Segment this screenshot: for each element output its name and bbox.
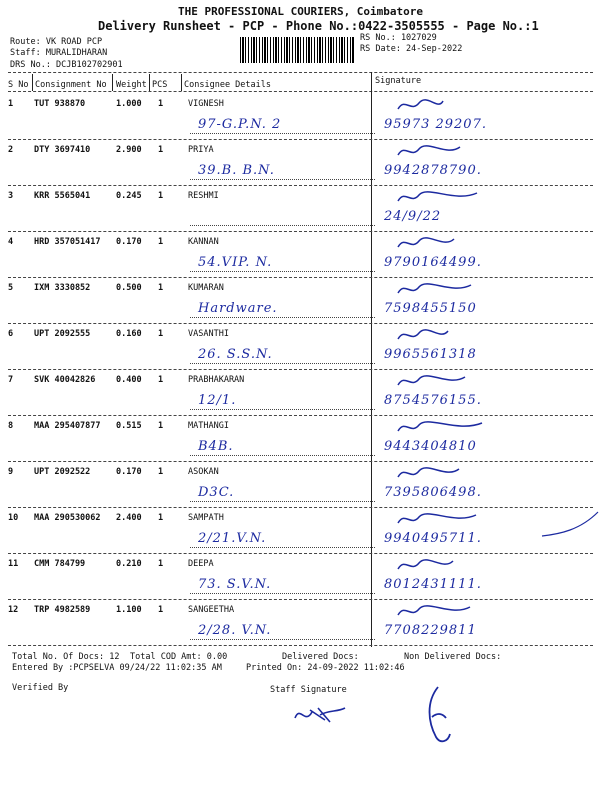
row-consignee-name: RESHMI (188, 191, 219, 201)
row-consignee-name: MATHANGI (188, 421, 229, 431)
row-phone-handwritten: 24/9/22 (384, 209, 442, 224)
row-consignment: KRR 5565041 (34, 191, 91, 201)
row-weight: 2.400 (116, 513, 142, 523)
runsheet-title: Delivery Runsheet - PCP - Phone No.:0422-3505555 - Page No.:1 (98, 19, 539, 33)
row-address-handwritten: 39.B. B.N. (198, 163, 275, 178)
verified-by: Verified By (12, 683, 69, 693)
row-weight: 2.900 (116, 145, 142, 155)
row-consignee-name: SAMPATH (188, 513, 224, 523)
row-phone-handwritten: 9942878790. (384, 163, 482, 178)
row-sno: 10 (8, 513, 19, 523)
row-weight: 0.170 (116, 467, 142, 477)
row-separator (8, 461, 593, 462)
row-pcs: 1 (158, 191, 164, 201)
signature-scribble (393, 509, 483, 529)
row-weight: 0.245 (116, 191, 142, 201)
row-sno: 7 (8, 375, 14, 385)
address-line (190, 271, 375, 272)
row-consignment: UPT 2092522 (34, 467, 91, 477)
row-consignment: MAA 295407877 (34, 421, 101, 431)
row-sno: 4 (8, 237, 14, 247)
signature-scribble (393, 95, 483, 115)
signature-scribble (393, 187, 483, 207)
row-consignment: CMM 784799 (34, 559, 86, 569)
row-pcs: 1 (158, 99, 164, 109)
signature-scribble (393, 555, 483, 575)
address-line (190, 593, 375, 594)
row-consignee-name: DEEPA (188, 559, 214, 569)
table-row (8, 371, 593, 415)
table-row (8, 187, 593, 231)
row-phone-handwritten: 95973 29207. (384, 117, 487, 132)
row-address-handwritten: 2/28. V.N. (198, 623, 272, 638)
signature-scribble (393, 325, 483, 345)
row-phone-handwritten: 9940495711. (384, 531, 482, 546)
row-consignment: TUT 938870 (34, 99, 86, 109)
row-phone-handwritten: 7395806498. (384, 485, 482, 500)
row-address-handwritten: 73. S.V.N. (198, 577, 272, 592)
row-consignee-name: KUMARAN (188, 283, 224, 293)
total-cod: Total COD Amt: 0.00 (130, 652, 228, 662)
staff-signature-mark (290, 700, 350, 730)
drs-number: DRS No.: DCJB102702901 (10, 60, 123, 70)
row-pcs: 1 (158, 513, 164, 523)
table-row (8, 141, 593, 185)
row-sno: 2 (8, 145, 14, 155)
row-weight: 0.500 (116, 283, 142, 293)
row-consignee-name: VASANTHI (188, 329, 229, 339)
row-phone-handwritten: 7598455150 (384, 301, 477, 316)
row-consignee-name: PRIYA (188, 145, 214, 155)
staff-signature-label: Staff Signature (270, 685, 347, 695)
entered-by: Entered By :PCPSELVA 09/24/22 11:02:35 AM (12, 663, 222, 673)
printed-on: Printed On: 24-09-2022 11:02:46 (246, 663, 405, 673)
table-row (8, 233, 593, 277)
address-line (190, 639, 375, 640)
row-consignment: DTY 3697410 (34, 145, 91, 155)
row-consignee-name: ASOKAN (188, 467, 219, 477)
row-separator (8, 507, 593, 508)
signature-scribble (393, 141, 483, 161)
row-pcs: 1 (158, 145, 164, 155)
address-line (190, 225, 375, 226)
table-row (8, 601, 593, 645)
row-pcs: 1 (158, 467, 164, 477)
row-separator (8, 553, 593, 554)
row-separator (8, 277, 593, 278)
row-separator (8, 599, 593, 600)
address-line (190, 133, 375, 134)
row-consignee-name: KANNAN (188, 237, 219, 247)
row-phone-handwritten: 9790164499. (384, 255, 482, 270)
staff: Staff: MURALIDHARAN (10, 48, 108, 58)
col-consignment: Consignment No (35, 80, 107, 90)
row-sno: 8 (8, 421, 14, 431)
table-row (8, 509, 593, 553)
row-address-handwritten: Hardware. (198, 301, 278, 316)
table-row (8, 463, 593, 507)
signature-scribble (393, 417, 483, 437)
row-separator (8, 369, 593, 370)
row-sno: 11 (8, 559, 19, 569)
row-address-handwritten: 12/1. (198, 393, 237, 408)
signature-scribble (393, 233, 483, 253)
row-sno: 1 (8, 99, 14, 109)
verifier-signature-mark (418, 682, 458, 752)
row-sno: 9 (8, 467, 14, 477)
row-address-handwritten: 2/21.V.N. (198, 531, 267, 546)
col-weight: Weight (116, 80, 147, 90)
row-pcs: 1 (158, 329, 164, 339)
row-separator (8, 323, 593, 324)
row-consignee-name: SANGEETHA (188, 605, 235, 615)
rs-number: RS No.: 1027029 (360, 33, 437, 43)
rs-date: RS Date: 24-Sep-2022 (360, 44, 463, 54)
row-address-handwritten: 54.VIP. N. (198, 255, 273, 270)
row-pcs: 1 (158, 283, 164, 293)
row-pcs: 1 (158, 375, 164, 385)
route: Route: VK ROAD PCP (10, 37, 103, 47)
row-pcs: 1 (158, 237, 164, 247)
row-consignee-name: PRABHAKARAN (188, 375, 245, 385)
address-line (190, 409, 375, 410)
address-line (190, 501, 375, 502)
col-pcs: PCS (152, 80, 168, 90)
non-delivered-docs: Non Delivered Docs: (404, 652, 502, 662)
row-sno: 3 (8, 191, 14, 201)
row-phone-handwritten: 8012431111. (384, 577, 482, 592)
row-weight: 0.210 (116, 559, 142, 569)
row-phone-handwritten: 9965561318 (384, 347, 477, 362)
row-phone-handwritten: 9443404810 (384, 439, 477, 454)
total-docs: Total No. Of Docs: 12 (12, 652, 120, 662)
col-signature: Signature (375, 76, 422, 86)
address-line (190, 455, 375, 456)
row-pcs: 1 (158, 559, 164, 569)
row-weight: 0.515 (116, 421, 142, 431)
table-row (8, 325, 593, 369)
row-weight: 0.160 (116, 329, 142, 339)
row-sno: 12 (8, 605, 19, 615)
address-line (190, 317, 375, 318)
row-weight: 0.400 (116, 375, 142, 385)
signature-scribble (393, 279, 483, 299)
row-phone-handwritten: 8754576155. (384, 393, 482, 408)
table-row (8, 95, 593, 139)
row-separator (8, 415, 593, 416)
delivered-docs: Delivered Docs: (282, 652, 359, 662)
row-consignment: TRP 4982589 (34, 605, 91, 615)
address-line (190, 547, 375, 548)
row-address-handwritten: 26. S.S.N. (198, 347, 273, 362)
signature-scribble (393, 371, 483, 391)
row-address-handwritten: B4B. (198, 439, 234, 454)
signature-scribble (393, 601, 483, 621)
row-separator (8, 139, 593, 140)
table-row (8, 417, 593, 461)
row-consignment: IXM 3330852 (34, 283, 91, 293)
row-separator (8, 645, 593, 646)
row-pcs: 1 (158, 605, 164, 615)
address-line (190, 363, 375, 364)
stray-mark (540, 510, 600, 540)
table-row (8, 279, 593, 323)
row-sno: 5 (8, 283, 14, 293)
row-consignment: MAA 290530062 (34, 513, 101, 523)
company-name: THE PROFESSIONAL COURIERS, Coimbatore (178, 5, 424, 18)
row-consignee-name: VIGNESH (188, 99, 224, 109)
row-separator (8, 231, 593, 232)
row-consignment: SVK 40042826 (34, 375, 96, 385)
row-pcs: 1 (158, 421, 164, 431)
row-consignment: UPT 2092555 (34, 329, 91, 339)
row-weight: 1.100 (116, 605, 142, 615)
barcode (240, 37, 355, 63)
address-line (190, 179, 375, 180)
col-sno: S No (8, 80, 29, 90)
table-row (8, 555, 593, 599)
row-address-handwritten: 97-G.P.N. 2 (198, 117, 282, 132)
col-consignee: Consignee Details (184, 80, 271, 90)
row-weight: 0.170 (116, 237, 142, 247)
signature-scribble (393, 463, 483, 483)
row-separator (8, 185, 593, 186)
row-weight: 1.000 (116, 99, 142, 109)
row-sno: 6 (8, 329, 14, 339)
row-address-handwritten: D3C. (198, 485, 235, 500)
row-consignment: HRD 357051417 (34, 237, 101, 247)
row-phone-handwritten: 7708229811 (384, 623, 477, 638)
